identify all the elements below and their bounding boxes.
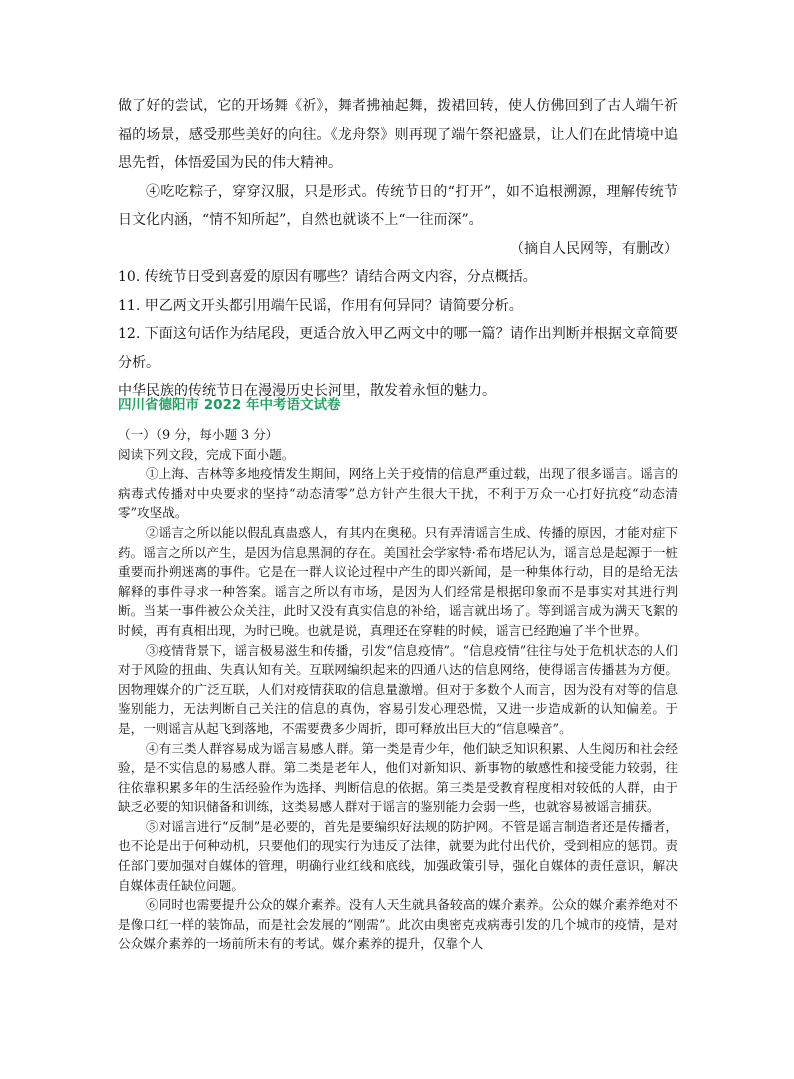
passage-paragraph-3: ③疫情背景下，谣言极易滋生和传播，引发“信息疫情”。“信息疫情”往往与处于危机状态的人们对于风险的扭曲、失真认知有关。互联网编织起来的四通八达的信息网络，使得谣言传播甚为方便。因物理媒介的广泛互联，人们对疫情获取的信息量激增。但对于多数个人而言，因为没有对等的信息鉴别能力，无法判断自己关注的信息的真伪，容易引发心理恐慌，又进一步造成新的认知偏差。于是，一则谣言从起飞到落地，不需要费多少周折，即可释放出巨大的“信息噪音”。 [118, 642, 678, 736]
lower-section [118, 425, 678, 954]
paragraph-continuation: 做了好的尝试，它的开场舞《祈》，舞者拂袖起舞，拨裙回转，使人仿佛回到了古人端午祈福的场景，感受那些美好的向往。《龙舟祭》则再现了端午祭祀盛景，让人们在此情境中追思先哲，体悟爱国为民的伟大精神。 [118, 98, 678, 171]
upper-section [118, 92, 678, 406]
question-10: 10. 传统节日受到喜爱的原因有哪些？请结合两文内容，分点概括。 [118, 269, 537, 285]
question-12: 12. 下面这句话作为结尾段，更适合放入甲乙两文中的哪一篇？请作出判断并根据文章简要分析。 [118, 326, 678, 371]
paragraph-4: ④吃吃粽子，穿穿汉服，只是形式。传统节日的“打开”，如不追根溯源，理解传统节日文化内涵，“情不知所起”，自然也就谈不上“一往而深”。 [118, 183, 678, 228]
source-note: （摘自人民网等，有删改） [510, 240, 678, 257]
part-label: （一）（9 分，每小题 3 分） [118, 427, 279, 442]
instruction: 阅读下列文段，完成下面小题。 [118, 446, 295, 462]
passage-paragraph-6: ⑥同时也需要提升公众的媒介素养。没有人天生就具备较高的媒介素养。公众的媒介素养绝对不是像口红一样的装饰品，而是社会发展的“刚需”。此次由奥密克戎病毒引发的几个城市的疫情，是对公众媒介素养的一场前所未有的考试。媒介素养的提升，仅靠个人 [118, 897, 678, 952]
passage-paragraph-4: ④有三类人群容易成为谣言易感人群。第一类是青少年，他们缺乏知识积累、人生阅历和社会经验，是不实信息的易感人群。第二类是老年人，他们对新知识、新事物的敏感性和接受能力较弱，往往依靠积累多年的生活经验作为选择、判断信息的依据。第三类是受教育程度相对较低的人群，由于缺乏必要的知识储备和训练，这类易感人群对于谣言的鉴别能力会弱一些，也就容易被谣言捕获。 [118, 740, 678, 815]
question-11: 11. 甲乙两文开头都引用端午民谣，作用有何异同？请简要分析。 [118, 297, 523, 314]
closing-quote: 中华民族的传统节日在漫漫历史长河里，散发着永恒的魅力。 [118, 383, 496, 399]
section-heading: 四川省德阳市 2022 年中考语文试卷 [118, 397, 341, 413]
passage-paragraph-2: ②谣言之所以能以假乱真蛊惑人，有其内在奥秘。只有弄清谣言生成、传播的原因，才能对症下药。谣言之所以产生，是因为信息黑洞的存在。美国社会学家特·希布塔尼认为，谣言总是起源于一桩重要而扑朔迷离的事件。它是在一群人议论过程中产生的即兴新闻，是一种集体行动，目的是给无法解释的事件寻求一种答案。谣言之所以有市场，是因为人们经常是根据印象而不是事实对其进行判断。当某一事件被公众关注，此时又没有真实信息的补给，谣言就出场了。等到谣言成为满天飞絮的时候，再有真相出现，为时已晚。也就是说，真理还在穿鞋的时候，谣言已经跑遍了半个世界。 [118, 524, 678, 638]
passage-paragraph-1: ①上海、吉林等多地疫情发生期间，网络上关于疫情的信息严重过载，出现了很多谣言。谣言的病毒式传播对中央要求的坚持“动态清零”总方针产生很大干扰，不利于万众一心打好抗疫“动态清零”攻坚战。 [118, 466, 678, 521]
passage-paragraph-5: ⑤对谣言进行“反制”是必要的，首先是要编织好法规的防护网。不管是谣言制造者还是传播者，也不论是出于何种动机，只要他们的现实行为违反了法律，就要为此付出代价，受到相应的惩罚。责任部门要加强对自媒体的管理，明确行业红线和底线，加强政策引导，强化自媒体的责任意识，解决自媒体责任缺位问题。 [118, 818, 678, 893]
